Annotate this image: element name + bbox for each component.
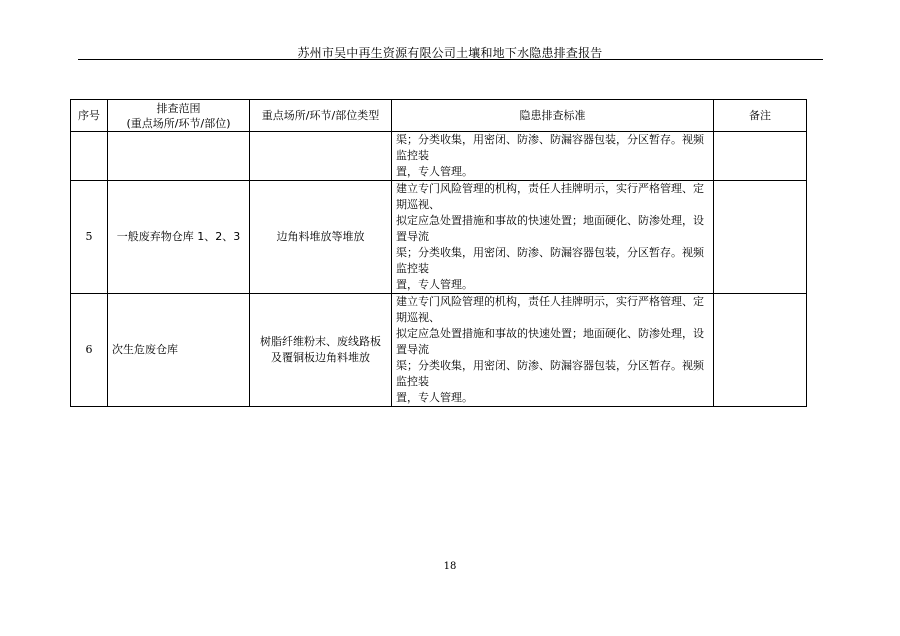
column-header-scope [108,100,250,132]
standard-line: 渠；分类收集，用密闭、防渗、防漏容器包装，分区暂存。视频监控装 [396,133,704,162]
standard-line: 拟定应急处置措施和事故的快速处置；地面硬化、防渗处理，设置导流 [396,214,704,243]
column-header-scope-line1: 排查范围 [156,101,201,115]
hazard-inspection-table [70,99,807,407]
table-row [71,181,807,294]
table-row [71,294,807,407]
row-standard [392,294,714,407]
page-number: 18 [443,561,457,572]
standard-line: 建立专门风险管理的机构，责任人挂牌明示，实行严格管理、定期巡视、 [396,295,704,324]
standard-line: 置，专人管理。 [396,391,473,404]
row-scope: 一般废弃物仓库 1、2、3 [108,181,250,294]
table-header-row [71,100,807,132]
table-row [71,132,807,181]
report-header-title: 苏州市吴中再生资源有限公司土壤和地下水隐患排查报告 [297,46,603,60]
row-number: 6 [71,294,108,407]
header-divider [78,59,823,60]
row-type [250,132,392,181]
row-number [71,132,108,181]
row-note [714,132,807,181]
row-number: 5 [71,181,108,294]
column-header-no: 序号 [71,100,108,132]
row-note [714,181,807,294]
standard-line: 建立专门风险管理的机构，责任人挂牌明示，实行严格管理、定期巡视、 [396,182,704,211]
row-standard [392,181,714,294]
type-line: 及覆铜板边角料堆放 [271,351,370,364]
row-scope [108,132,250,181]
column-header-standard: 隐患排查标准 [392,100,714,132]
row-note [714,294,807,407]
row-type [250,294,392,407]
standard-line: 渠；分类收集，用密闭、防渗、防漏容器包装，分区暂存。视频监控装 [396,359,704,388]
standard-line: 拟定应急处置措施和事故的快速处置；地面硬化、防渗处理，设置导流 [396,327,704,356]
type-line: 树脂纤维粉末、废线路板 [260,335,381,348]
column-header-scope-line2: (重点场所/环节/部位) [126,116,231,130]
row-type: 边角料堆放等堆放 [250,181,392,294]
standard-line: 置，专人管理。 [396,165,473,178]
column-header-note: 备注 [714,100,807,132]
row-scope: 次生危废仓库 [108,294,250,407]
standard-line: 置，专人管理。 [396,278,473,291]
standard-line: 渠；分类收集，用密闭、防渗、防漏容器包装，分区暂存。视频监控装 [396,246,704,275]
row-standard [392,132,714,181]
column-header-type: 重点场所/环节/部位类型 [250,100,392,132]
